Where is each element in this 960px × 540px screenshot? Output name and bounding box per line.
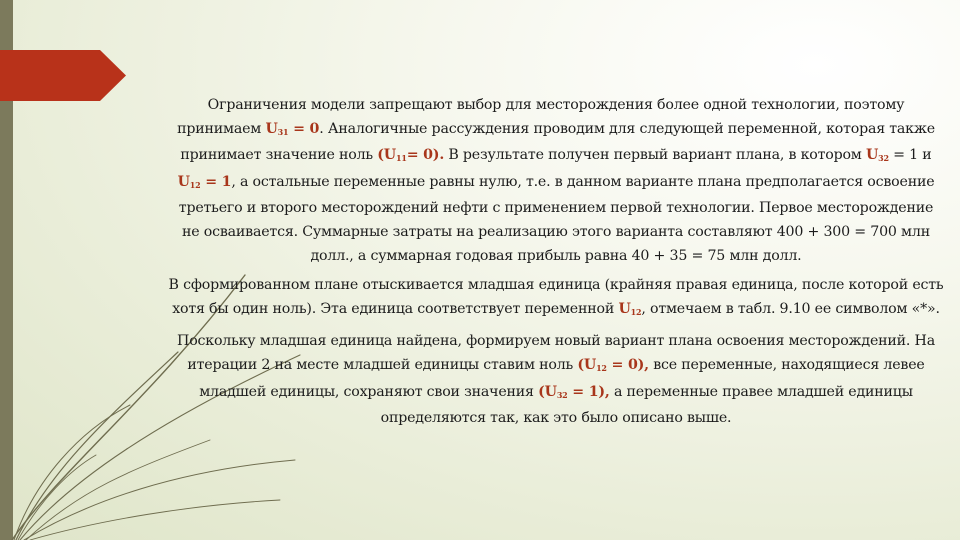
text-segment: Поскольку младшая единица найдена, формируем новый вариант плана освоения месторождений. На итерации 2 на месте младшей единицы ставим ноль — [177, 333, 935, 373]
variable-subscript: 12 — [596, 362, 607, 373]
text-segment: , отмечаем в табл. 9.10 ее символом «*». — [641, 300, 940, 317]
highlighted-variable: = 0). — [406, 147, 445, 164]
text-segment: В сформированном плане отыскивается младшая единица (крайняя правая единица, после которой есть хотя бы один ноль). Эта единица соответствует переменной — [168, 277, 944, 317]
highlighted-variable: (U — [538, 383, 557, 400]
highlighted-variable: U — [618, 300, 631, 317]
variable-subscript: 12 — [189, 179, 201, 190]
variable-subscript: 31 — [277, 126, 289, 137]
text-segment: = 1 и — [888, 147, 932, 164]
variable-subscript: 32 — [878, 153, 889, 164]
highlighted-variable: = 0 — [288, 120, 320, 137]
highlighted-variable: U — [865, 147, 879, 164]
highlighted-variable: (U — [577, 356, 597, 373]
paragraph — [168, 274, 944, 324]
highlighted-variable: (U — [377, 147, 396, 164]
text-segment: Ограничения модели запрещают выбор для месторождения более одной технологии, поэтому принимаем — [177, 97, 905, 137]
text-segment: В результате получен первый вариант плана, в котором — [444, 147, 866, 164]
text-segment: все переменные, находящиеся левее младшей единицы, сохраняют свои значения — [199, 356, 925, 400]
variable-subscript: 12 — [630, 306, 642, 317]
text-segment: а переменные правее младшей единицы определяются так, как это было описано выше. — [380, 383, 913, 427]
highlighted-variable: = 1 — [200, 173, 232, 190]
slide-body-text — [168, 94, 944, 437]
paragraph — [168, 330, 944, 430]
highlighted-variable: U — [177, 173, 190, 190]
text-segment: , а остальные переменные равны нулю, т.е. в данном варианте плана предполагается освоение третьего и второго месторождений нефти с применением первой технологии. Первое месторождение не осваивается. Суммарные затраты на реализацию этого варианта составляют 400 + 300 = 700 млн долл., а суммарная годовая прибыль равна 40 + 35 = 75 млн долл. — [178, 173, 935, 264]
highlighted-variable: U — [265, 120, 278, 137]
variable-subscript: 32 — [556, 389, 568, 400]
text-segment: . Аналогичные рассуждения проводим для следующей переменной, которая также принимает значение ноль — [180, 120, 935, 164]
highlighted-variable: = 1), — [567, 383, 610, 400]
paragraph — [168, 94, 944, 268]
highlighted-variable: = 0), — [606, 356, 649, 373]
variable-subscript: 11 — [395, 153, 407, 164]
